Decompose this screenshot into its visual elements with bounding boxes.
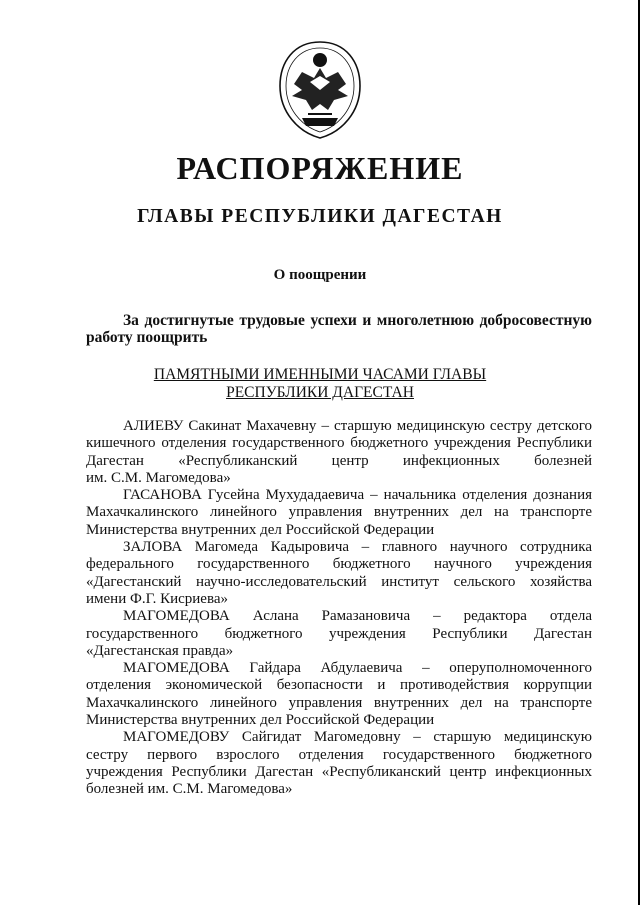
- recipient-line: учреждения Республики Дагестан «Республиканский центр инфекционных: [86, 763, 592, 780]
- document-subtitle: ГЛАВЫ РЕСПУБЛИКИ ДАГЕСТАН: [137, 206, 503, 227]
- recipient-line: «Дагестанская правда»: [86, 642, 234, 659]
- recipient-line: «Дагестанский научно-исследовательский институт сельского хозяйства: [86, 573, 592, 590]
- recipient-line: МАГОМЕДОВА Гайдара Абдулаевича – оперуполномоченного: [123, 660, 592, 677]
- recipient-line: Махачкалинского линейного управления внутренних дел на транспорте: [86, 504, 592, 521]
- preamble-paragraph: [86, 312, 592, 346]
- award-line: РЕСПУБЛИКИ ДАГЕСТАН: [226, 384, 414, 401]
- recipient-entry: [86, 660, 592, 729]
- recipient-line: Махачкалинского линейного управления внутренних дел на транспорте: [86, 694, 592, 711]
- recipients-list: [86, 418, 592, 799]
- document-title: РАСПОРЯЖЕНИЕ: [176, 150, 464, 186]
- recipient-line: АЛИЕВУ Сакинат Махачевну – старшую медицинскую сестру детского: [123, 418, 592, 434]
- recipient-entry: [86, 539, 592, 608]
- recipient-line: имени Ф.Г. Кисриева»: [86, 590, 228, 607]
- award-line: ПАМЯТНЫМИ ИМЕННЫМИ ЧАСАМИ ГЛАВЫ: [153, 366, 487, 383]
- recipient-line: болезней им. С.М. Магомедова»: [86, 781, 293, 798]
- document-subject: О поощрении: [273, 267, 367, 283]
- recipient-line: федерального государственного бюджетного научного учреждения: [86, 556, 592, 573]
- recipient-line: отделения экономической безопасности и противодействия коррупции: [86, 677, 592, 694]
- award-heading: [0, 366, 640, 402]
- recipient-line: Министерства внутренних дел Российской Федерации: [86, 712, 435, 729]
- recipient-entry: [86, 418, 592, 487]
- recipient-line: кишечного отделения государственного бюджетного учреждения Республики: [86, 435, 592, 452]
- recipient-entry: [86, 608, 592, 660]
- recipient-line: государственного бюджетного учреждения Республики Дагестан: [86, 625, 592, 642]
- recipient-line: ЗАЛОВА Магомеда Кадыровича – главного научного сотрудника: [123, 539, 592, 556]
- recipient-line: сестру первого взрослого отделения государственного бюджетного: [86, 746, 592, 763]
- recipient-entry: [86, 487, 592, 539]
- recipient-line: Дагестан «Республиканский центр инфекционных болезней: [86, 452, 592, 469]
- preamble-line: За достигнутые трудовые успехи и многолетнюю добросовестную: [123, 312, 592, 329]
- recipient-entry: [86, 729, 592, 798]
- recipient-line: Министерства внутренних дел Российской Федерации: [86, 521, 435, 538]
- recipient-line: ГАСАНОВА Гусейна Мухудадаевича – начальника отделения дознания: [123, 487, 592, 504]
- recipient-line: МАГОМЕДОВА Аслана Рамазановича – редактора отдела: [123, 608, 592, 625]
- preamble-line: работу поощрить: [86, 329, 208, 346]
- recipient-line: МАГОМЕДОВУ Сайгидат Магомедовну – старшую медицинскую: [123, 729, 592, 746]
- coat-of-arms-emblem: [272, 38, 368, 142]
- recipient-line: им. С.М. Магомедова»: [86, 469, 231, 486]
